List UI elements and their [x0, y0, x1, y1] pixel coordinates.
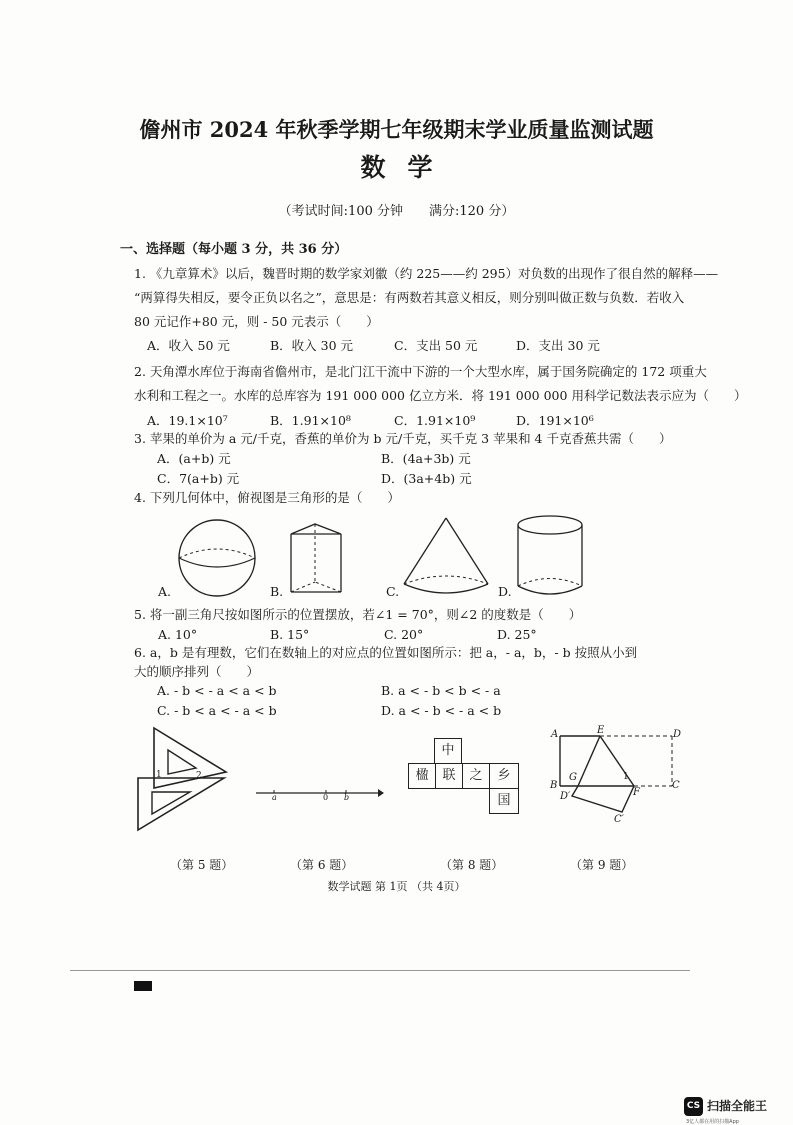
fig9-label-d-prime: D′ [560, 791, 571, 802]
q5-option-c: C. 20° [384, 627, 424, 642]
q3-option-b: B．(4a+3b) 元 [381, 451, 471, 466]
q2-option-c: C．1.91×10⁹ [394, 413, 476, 428]
fig6-caption: （第 6 题） [290, 858, 354, 872]
q4-line1: 4. 下列几何体中，俯视图是三角形的是（ ） [134, 490, 400, 505]
fig9-label-d: D [673, 729, 682, 740]
fig5-caption: （第 5 题） [170, 858, 234, 872]
q6-option-a: A. - b < - a < a < b [157, 683, 277, 698]
q2-line2: 水利和工程之一。水库的总库容为 191 000 000 亿立方米．将 191 000 000 用科学记数法表示应为（ ） [134, 388, 747, 403]
fig8-caption: （第 8 题） [440, 858, 504, 872]
q4-option-a: A. [158, 584, 172, 599]
net-cell: 楹 [408, 763, 436, 789]
q1-option-d: D．支出 30 元 [516, 338, 600, 353]
scan-mark [134, 981, 152, 991]
q1-line2: “两算得失相反，要令正负以名之”，意思是：有两数若其意义相反，则分别叫做正数与负数．若收入 [134, 290, 685, 305]
q1-line3: 80 元记作+80 元，则 - 50 元表示（ ） [134, 314, 379, 329]
net-cell: 联 [435, 763, 463, 789]
camscanner-logo-icon: CS [684, 1097, 703, 1116]
net-cell: 中 [434, 738, 462, 764]
exam-title: 儋州市 2024 年秋季学期七年级期末学业质量监测试题 [139, 117, 654, 142]
section-heading: 一、选择题（每小题 3 分，共 36 分） [120, 242, 348, 257]
exam-info: （考试时间:100 分钟 满分:120 分） [278, 204, 515, 219]
fig6-label-a: a [272, 793, 277, 802]
q4-option-d: D. [498, 584, 512, 599]
q2-option-d: D．191×10⁶ [516, 413, 594, 428]
watermark-name: 扫描全能王 [707, 1099, 768, 1113]
q2-option-b: B．1.91×10⁸ [270, 413, 351, 428]
q5-option-b: B. 15° [270, 627, 310, 642]
q6-option-d: D. a < - b < - a < b [381, 703, 502, 718]
fig9-angle-1: 1 [623, 772, 629, 782]
q5-line1: 5. 将一副三角尺按如图所示的位置摆放，若∠1 = 70°，则∠2 的度数是（ ） [134, 607, 582, 622]
fig8-cube-net [408, 738, 524, 814]
net-cell: 国 [489, 788, 519, 814]
sphere-figure [175, 518, 259, 598]
q4-option-b: B. [270, 584, 284, 599]
cone-figure [400, 516, 492, 600]
fig9-label-f: F [633, 787, 640, 798]
fig9-label-c: C [672, 780, 680, 791]
fig5-angle-2: 2 [196, 771, 202, 781]
net-cell: 乡 [489, 763, 519, 789]
page-divider [70, 970, 690, 971]
q2-line1: 2. 天角潭水库位于海南省儋州市，是北门江干流中下游的一个大型水库，属于国务院确定的 172 项重大 [134, 364, 707, 379]
fig6-label-b: b [344, 793, 350, 802]
fig5-angle-1: 1 [156, 770, 162, 780]
cylinder-figure [515, 514, 585, 598]
q1-option-b: B．收入 30 元 [270, 338, 354, 353]
q1-option-c: C．支出 50 元 [394, 338, 478, 353]
q1-option-a: A．收入 50 元 [147, 338, 230, 353]
q3-option-a: A．(a+b) 元 [157, 451, 231, 466]
fig6-label-zero: 0 [323, 793, 329, 802]
q3-option-d: D．(3a+4b) 元 [381, 471, 472, 486]
fig9-label-b: B [550, 780, 558, 791]
fig9-label-c-prime: C′ [614, 814, 624, 825]
q3-line1: 3. 苹果的单价为 a 元/千克，香蕉的单价为 b 元/千克，买千克 3 苹果和 4 千克香蕉共需（ ） [134, 431, 672, 446]
fig9-label-e: E [597, 725, 605, 736]
page-footer: 数学试题 第 1页 （共 4页） [327, 880, 466, 893]
fig5-set-squares [134, 726, 234, 836]
q4-option-c: C. [386, 584, 400, 599]
q6-line2: 大的顺序排列（ ） [134, 664, 260, 679]
net-cell: 之 [462, 763, 490, 789]
q6-line1: 6. a，b 是有理数，它们在数轴上的对应点的位置如图所示：把 a，- a，b，- b 按照从小到 [134, 645, 638, 660]
q6-option-c: C. - b < a < - a < b [157, 703, 277, 718]
triangular-prism-figure [285, 520, 349, 596]
watermark-subtitle: 3亿人都在用的扫描App [686, 1119, 739, 1125]
q3-option-c: C．7(a+b) 元 [157, 471, 240, 486]
fig9-label-a: A [551, 729, 559, 740]
q5-option-d: D. 25° [497, 627, 537, 642]
q5-option-a: A. 10° [158, 627, 198, 642]
fig9-label-g: G [569, 772, 577, 783]
q1-line1: 1. 《九章算术》以后，魏晋时期的数学家刘徽（约 225——约 295）对负数的出现作了很自然的解释—— [134, 266, 719, 281]
subject-title: 数学 [360, 153, 455, 182]
fig9-caption: （第 9 题） [570, 858, 634, 872]
q6-option-b: B. a < - b < b < - a [381, 683, 501, 698]
q2-option-a: A．19.1×10⁷ [147, 413, 228, 428]
